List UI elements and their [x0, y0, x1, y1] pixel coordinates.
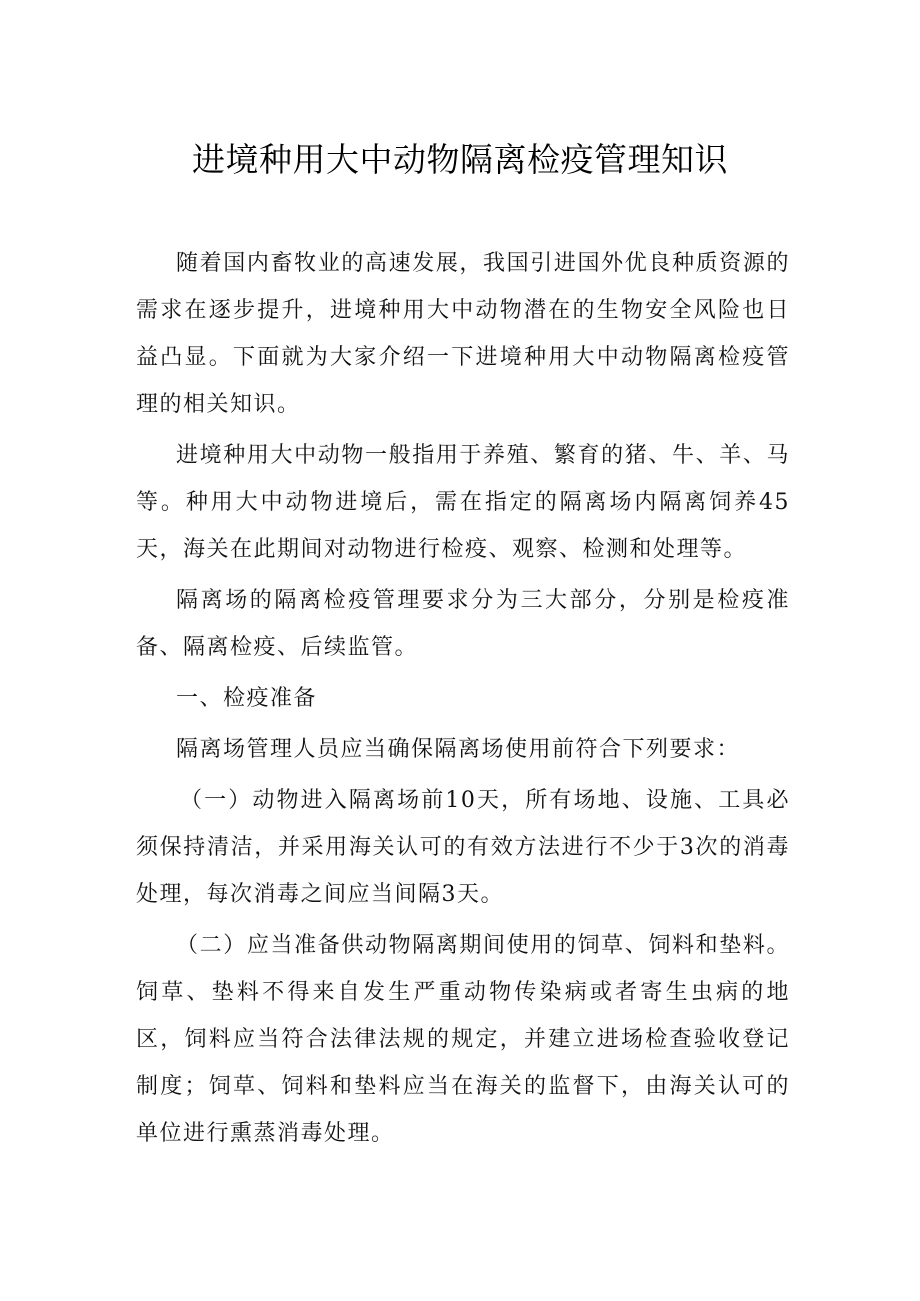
list-item-disinfection: （一）动物进入隔离场前10天，所有场地、设施、工具必须保持清洁，并采用海关认可的有效方法进行不少于3次的消毒处理，每次消毒之间应当间隔3天。: [136, 788, 790, 907]
paragraph-requirements-overview: 隔离场的隔离检疫管理要求分为三大部分，分别是检疫准备、隔离检疫、后续监管。: [136, 588, 790, 660]
paragraph-manager-requirements: 隔离场管理人员应当确保隔离场使用前符合下列要求：: [176, 737, 741, 762]
list-item-feed-preparation: （二）应当准备供动物隔离期间使用的饲草、饲料和垫料。饲草、垫料不得来自发生严重动物传染病或者寄生虫病的地区，饲料应当符合法律法规的规定，并建立进场检查验收登记制度；饲草、饲料和垫料应当在海关的监督下，由海关认可的单位进行熏蒸消毒处理。: [136, 933, 790, 1146]
document-title: 进境种用大中动物隔离检疫管理知识: [192, 140, 728, 179]
section-heading-preparation: 一、检疫准备: [176, 686, 318, 711]
paragraph-definition: 进境种用大中动物一般指用于养殖、繁育的猪、牛、羊、马等。种用大中动物进境后，需在指定的隔离场内隔离饲养45天，海关在此期间对动物进行检疫、观察、检测和处理等。: [136, 443, 790, 562]
document-body: [136, 240, 790, 1157]
paragraph-intro: 随着国内畜牧业的高速发展，我国引进国外优良种质资源的需求在逐步提升，进境种用大中动物潜在的生物安全风险也日益凸显。下面就为大家介绍一下进境种用大中动物隔离检疫管理的相关知识。: [136, 251, 790, 417]
